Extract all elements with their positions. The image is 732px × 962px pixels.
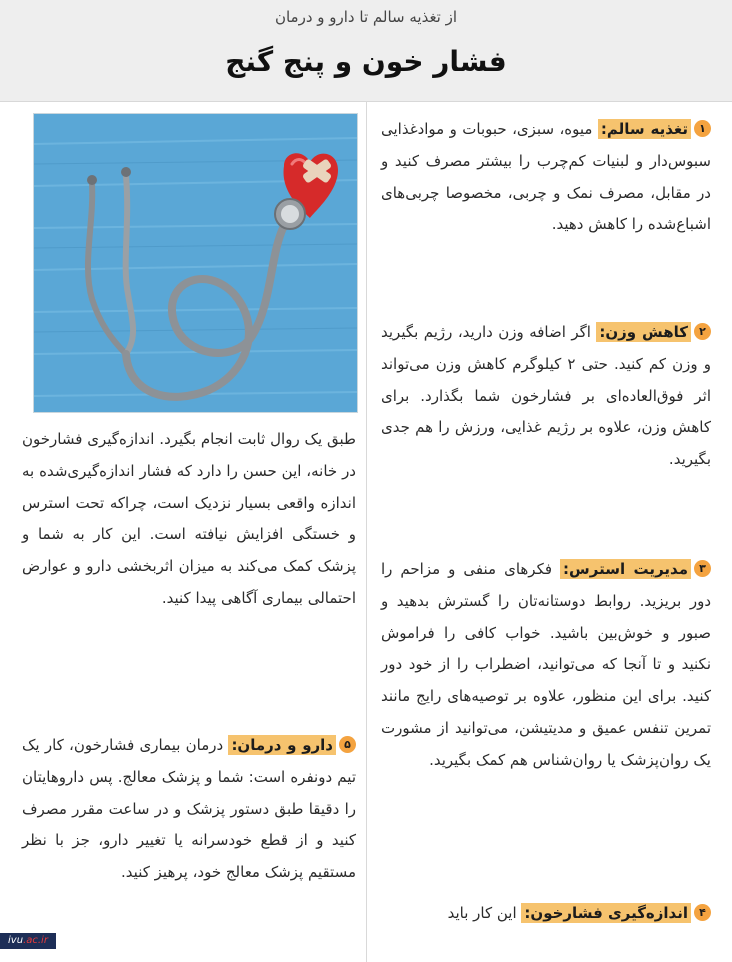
tip-body: این کار باید: [447, 904, 522, 922]
tip-number-badge: ۴: [694, 904, 711, 921]
tip-stress-management: [381, 554, 711, 777]
tip-measurement-continuation: طبق یک روال ثابت انجام بگیرد. اندازه‌گیری فشارخون در خانه، این حسن را دارد که فشار اندازه‌گیری‌شده به اندازه واقعی بسیار نزدیک است، چراکه تحت استرس و خستگی افزایش نیافته است. این کار به شما و پزشک کمک می‌کند به میزان اثربخشی دارو و عوارض احتمالی بیماری آگاهی پیدا کنید.: [22, 430, 356, 607]
tip-medication-treatment: [22, 730, 356, 889]
article-header: [0, 0, 732, 102]
tip-weight-loss: [381, 317, 711, 476]
tip-number-badge: ۲: [694, 323, 711, 340]
tip-body: اگر اضافه وزن دارید، رژیم بگیرید و وزن کم کنید. حتی ۲ کیلوگرم کاهش وزن می‌تواند اثر فوق‌العاده‌ای بر فشارخون شما بگذارد. برای کاهش وزن، علاوه بر رژیم غذایی، ورزش را هم جدی بگیرید.: [381, 323, 711, 469]
column-divider: [366, 101, 367, 962]
tip-title: اندازه‌گیری فشارخون:: [521, 903, 691, 923]
tip-blood-pressure-measurement: [381, 898, 711, 930]
tip-title: مدیریت استرس:: [560, 559, 691, 579]
tip-number-badge: ۵: [339, 736, 356, 753]
tip-body: میوه، سبزی، حبوبات و موادغذایی سبوس‌دار و لبنیات کم‌چرب را بیشتر مصرف کنید و در مقابل، مصرف نمک و چربی، مخصوصا چربی‌های اشباع‌شده را کاهش دهید.: [381, 120, 711, 234]
tip-body: درمان بیماری فشارخون، کار یک تیم دونفره است: شما و پزشک معالج. پس داروهایتان را دقیقا طبق دستور پزشک و در ساعت مقرر مصرف کنید و از قطع خودسرانه یا تغییر دارو، جز با نظر مستقیم پزشک معالج خود، پرهیز کنید.: [22, 736, 356, 882]
logo-main-text: ivu: [8, 935, 24, 946]
stethoscope-heart-photo: [33, 113, 358, 413]
tip-number-badge: ۳: [694, 560, 711, 577]
site-logo: [0, 933, 56, 949]
logo-domain-text: .ac.ir: [23, 935, 48, 946]
article-kicker: از تغذیه سالم تا دارو و درمان: [274, 8, 458, 26]
tip-number-badge: ۱: [694, 120, 711, 137]
tip-title: کاهش وزن:: [596, 322, 691, 342]
tip-title: تغذیه سالم:: [598, 119, 691, 139]
tip-title: دارو و درمان:: [228, 735, 336, 755]
tip-body: فکرهای منفی و مزاحم را دور بریزید. روابط دوستانه‌تان را گسترش بدهید و صبور و خوش‌بین باشید. خواب کافی را فراموش نکنید و تا آنجا که می‌توانید، اضطراب را از خود دور کنید. برای این منظور، علاوه بر توصیه‌های رایج مانند تمرین تنفس عمیق و مدیتیشن، می‌توانید از مشورت یک روان‌پزشک یا روان‌شناس هم کمک بگیرید.: [381, 560, 711, 769]
article-title: فشار خون و پنج گنج: [225, 45, 507, 78]
tip-healthy-diet: [381, 114, 711, 241]
